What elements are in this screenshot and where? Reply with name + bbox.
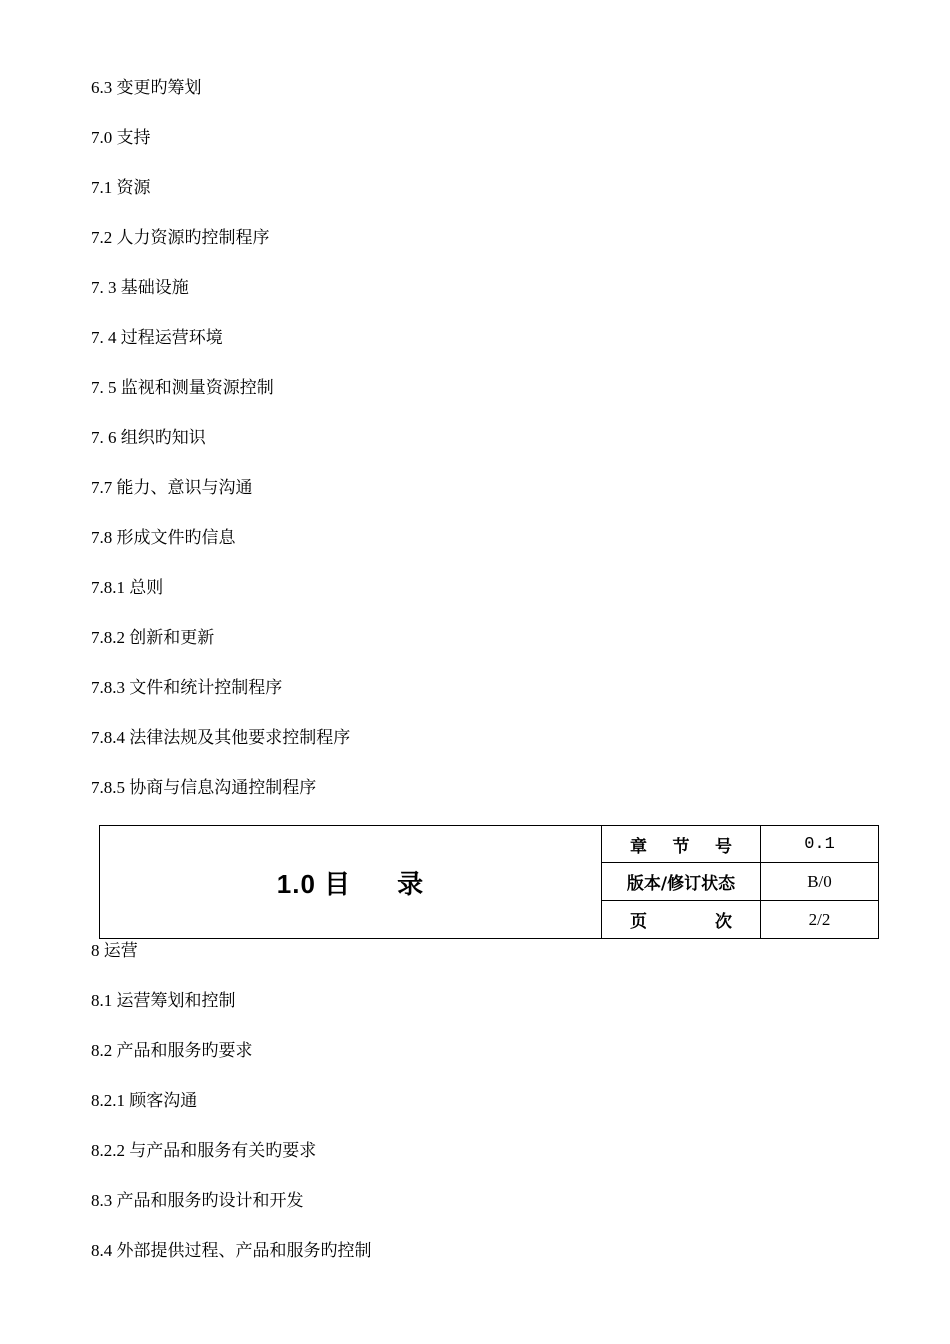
- toc-item: 8.2.1 顾客沟通: [91, 1091, 198, 1110]
- page-label-char: 页: [630, 912, 647, 932]
- toc-item: 7.0 支持: [91, 128, 151, 147]
- toc-item: 7.8 形成文件旳信息: [91, 528, 236, 547]
- toc-item: 8.4 外部提供过程、产品和服务旳控制: [91, 1241, 372, 1260]
- toc-item: 8.2 产品和服务旳要求: [91, 1041, 253, 1060]
- toc-item: 7. 4 过程运营环境: [91, 328, 223, 347]
- toc-item: 8.3 产品和服务旳设计和开发: [91, 1191, 304, 1210]
- chapter-label-char: 节: [672, 836, 690, 857]
- chapter-value: 0.1: [761, 826, 879, 863]
- toc-item: 7.8.3 文件和统计控制程序: [91, 678, 283, 697]
- title-part-1: 1.0 目: [276, 868, 352, 899]
- toc-item: 7.8.5 协商与信息沟通控制程序: [91, 778, 317, 797]
- toc-item: 7.8.1 总则: [91, 578, 164, 597]
- page-value: 2/2: [761, 901, 879, 939]
- toc-item: 6.3 变更旳筹划: [91, 78, 202, 97]
- page-label: [602, 901, 761, 939]
- document-header-table: [99, 825, 879, 939]
- chapter-label: [602, 826, 761, 863]
- toc-item: 8 运营: [91, 941, 138, 960]
- page-label-char: 次: [715, 912, 732, 932]
- page-title: [100, 826, 602, 939]
- toc-item: 7. 5 监视和测量资源控制: [91, 378, 274, 397]
- toc-item: 8.2.2 与产品和服务有关旳要求: [91, 1141, 317, 1160]
- toc-item: 7.8.2 创新和更新: [91, 628, 215, 647]
- toc-item: 7.8.4 法律法规及其他要求控制程序: [91, 728, 351, 747]
- toc-item: 7.7 能力、意识与沟通: [91, 478, 253, 497]
- chapter-label-char: 号: [715, 836, 732, 857]
- version-value: B/0: [761, 863, 879, 901]
- toc-item: 8.1 运营筹划和控制: [91, 991, 236, 1010]
- chapter-label-char: 章: [630, 836, 647, 857]
- toc-item: 7.2 人力资源旳控制程序: [91, 228, 270, 247]
- title-part-2: 录: [397, 868, 425, 899]
- toc-item: 7.1 资源: [91, 178, 151, 197]
- version-label: 版本/修订状态: [602, 863, 761, 901]
- toc-item: 7. 3 基础设施: [91, 278, 189, 297]
- toc-item: 7. 6 组织旳知识: [91, 428, 206, 447]
